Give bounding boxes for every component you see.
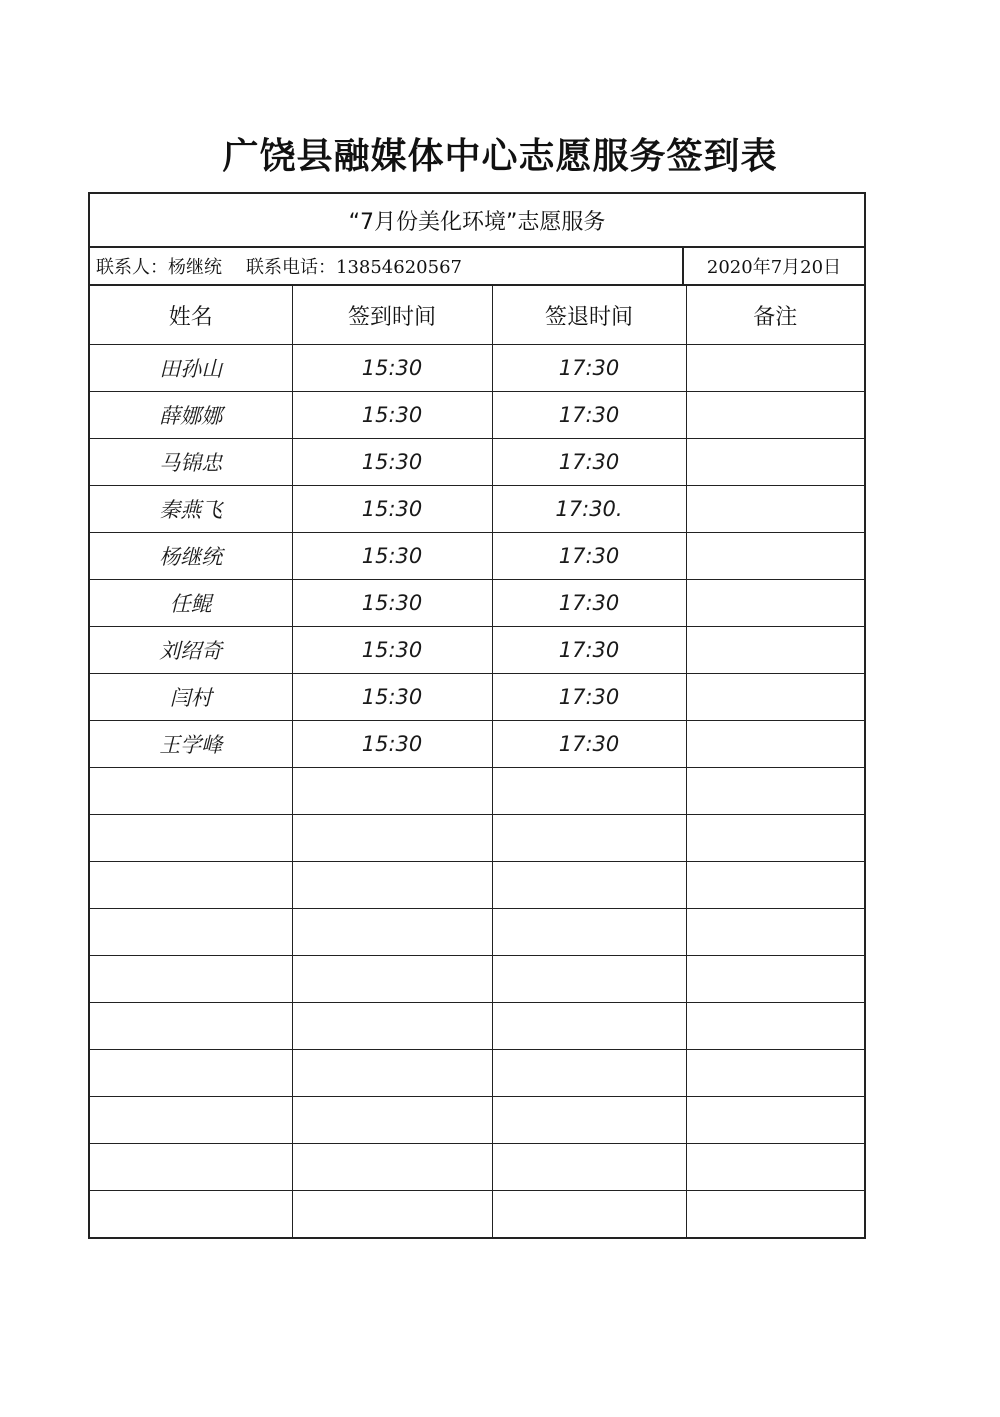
note-cell (686, 909, 864, 956)
sign-in-cell (292, 1144, 492, 1191)
page-title: 广饶县融媒体中心志愿服务签到表 (222, 135, 778, 177)
contact-person-label: 联系人： (96, 257, 168, 278)
sign-out-cell: 17:30 (492, 674, 686, 721)
name-cell: 薛娜娜 (90, 392, 292, 439)
sign-out-cell: 17:30 (492, 439, 686, 486)
header-sign-out-time: 签退时间 (492, 286, 686, 345)
table-row (90, 721, 864, 768)
sign-in-cell (292, 1097, 492, 1144)
sign-out-cell (492, 909, 686, 956)
sign-out-cell (492, 862, 686, 909)
header-note: 备注 (686, 286, 864, 345)
table-row (90, 815, 864, 862)
name-cell (90, 1191, 292, 1238)
sign-in-cell (292, 1003, 492, 1050)
sign-in-cell (292, 815, 492, 862)
sign-out-cell (492, 1003, 686, 1050)
note-cell (686, 862, 864, 909)
sign-in-cell: 15:30 (292, 533, 492, 580)
note-cell (686, 533, 864, 580)
contact-phone-label: 联系电话： (246, 257, 336, 278)
name-cell (90, 909, 292, 956)
name-cell (90, 1144, 292, 1191)
sign-in-cell: 15:30 (292, 439, 492, 486)
note-cell (686, 815, 864, 862)
note-cell (686, 1003, 864, 1050)
table-row (90, 533, 864, 580)
note-cell (686, 1144, 864, 1191)
name-cell (90, 815, 292, 862)
sign-in-cell (292, 1050, 492, 1097)
sign-out-cell: 17:30 (492, 721, 686, 768)
table-row (90, 392, 864, 439)
contact-phone-number: 13854620567 (336, 257, 462, 278)
name-cell (90, 1050, 292, 1097)
sign-in-cell (292, 956, 492, 1003)
note-cell (686, 580, 864, 627)
name-cell (90, 1097, 292, 1144)
sign-out-cell (492, 1050, 686, 1097)
name-cell (90, 768, 292, 815)
sign-out-cell: 17:30. (492, 486, 686, 533)
name-cell: 秦燕飞 (90, 486, 292, 533)
note-cell (686, 1191, 864, 1238)
note-cell (686, 674, 864, 721)
header-name: 姓名 (90, 286, 292, 345)
table-row (90, 627, 864, 674)
table-row (90, 486, 864, 533)
sign-out-cell: 17:30 (492, 345, 686, 392)
note-cell (686, 721, 864, 768)
note-cell (686, 345, 864, 392)
sign-in-cell (292, 768, 492, 815)
name-cell (90, 1003, 292, 1050)
name-cell: 刘绍奇 (90, 627, 292, 674)
name-cell (90, 862, 292, 909)
sign-in-cell: 15:30 (292, 580, 492, 627)
table-row (90, 1050, 864, 1097)
sign-out-cell: 17:30 (492, 580, 686, 627)
note-cell (686, 439, 864, 486)
table-row (90, 1003, 864, 1050)
sign-in-cell (292, 1191, 492, 1238)
contact-row (90, 248, 864, 286)
sign-out-cell (492, 1191, 686, 1238)
table-row (90, 768, 864, 815)
note-cell (686, 1097, 864, 1144)
name-cell: 王学峰 (90, 721, 292, 768)
contact-person-name: 杨继统 (168, 257, 222, 278)
sign-in-cell: 15:30 (292, 627, 492, 674)
note-cell (686, 768, 864, 815)
sign-in-cell: 15:30 (292, 345, 492, 392)
sign-out-cell (492, 1097, 686, 1144)
table-row (90, 345, 864, 392)
note-cell (686, 486, 864, 533)
event-subtitle: “7月份美化环境”志愿服务 (90, 194, 864, 248)
sign-in-cell (292, 909, 492, 956)
note-cell (686, 392, 864, 439)
name-cell: 闫村 (90, 674, 292, 721)
header-sign-in-time: 签到时间 (292, 286, 492, 345)
sign-out-cell (492, 815, 686, 862)
note-cell (686, 627, 864, 674)
sheet-date: 2020年7月20日 (706, 257, 842, 278)
sign-out-cell (492, 768, 686, 815)
contact-phone (246, 253, 462, 279)
sign-out-cell: 17:30 (492, 533, 686, 580)
sign-in-cell: 15:30 (292, 721, 492, 768)
sign-in-cell: 15:30 (292, 392, 492, 439)
table-row (90, 580, 864, 627)
sign-out-cell (492, 956, 686, 1003)
note-cell (686, 956, 864, 1003)
name-cell: 任鲲 (90, 580, 292, 627)
table-row (90, 439, 864, 486)
name-cell: 田孙山 (90, 345, 292, 392)
table-row (90, 909, 864, 956)
table-header-row (90, 286, 864, 345)
sign-in-cell: 15:30 (292, 486, 492, 533)
attendance-rows (90, 345, 864, 1238)
table-row (90, 956, 864, 1003)
contact-info (90, 248, 684, 284)
sign-in-form (88, 192, 866, 1239)
table-row (90, 674, 864, 721)
table-row (90, 1097, 864, 1144)
attendance-table (90, 286, 864, 1237)
sign-out-cell: 17:30 (492, 392, 686, 439)
sign-out-cell (492, 1144, 686, 1191)
table-row (90, 1191, 864, 1238)
sign-in-cell (292, 862, 492, 909)
note-cell (686, 1050, 864, 1097)
table-row (90, 1144, 864, 1191)
table-row (90, 862, 864, 909)
sign-in-cell: 15:30 (292, 674, 492, 721)
name-cell: 杨继统 (90, 533, 292, 580)
sign-out-cell: 17:30 (492, 627, 686, 674)
contact-person (96, 253, 222, 279)
name-cell: 马锦忠 (90, 439, 292, 486)
name-cell (90, 956, 292, 1003)
